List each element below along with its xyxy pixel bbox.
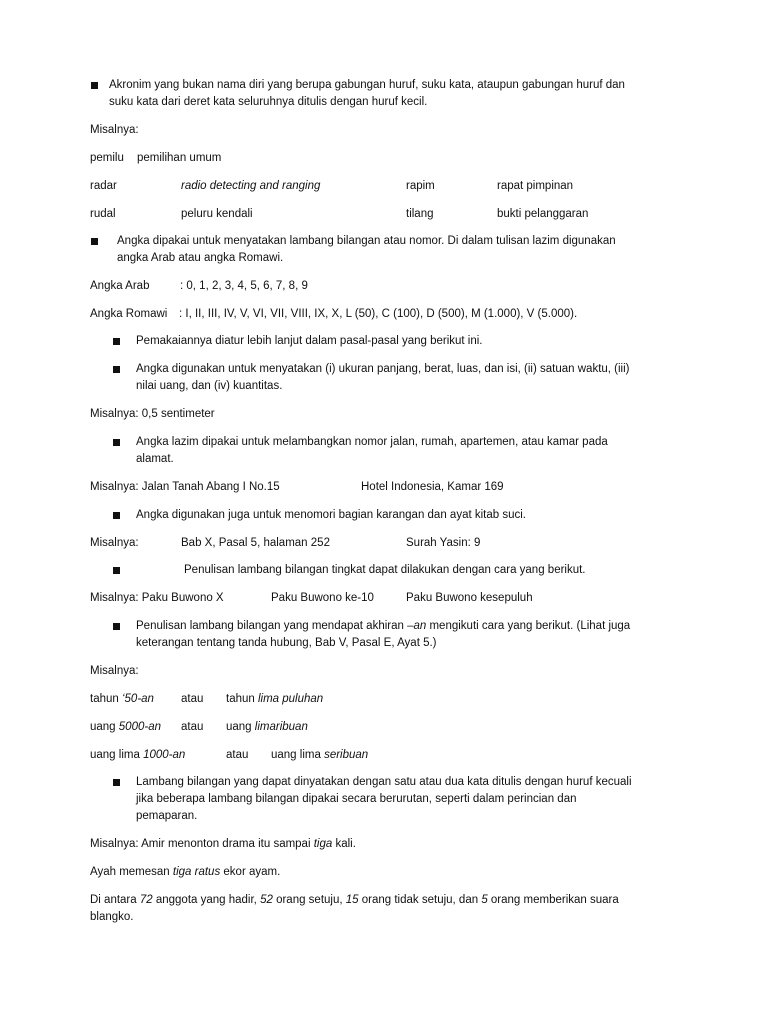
acronym-definition: radio detecting and ranging [181,180,321,192]
bullet-text: pemaparan. [136,810,198,822]
example-line: Misalnya: Paku Buwono X [90,592,224,604]
acronym-definition: peluru kendali [181,208,253,220]
value: : 0, 1, 2, 3, 4, 5, 6, 7, 8, 9 [180,280,308,292]
acronym-term: rapim [406,180,435,192]
bullet-square-icon [91,238,98,245]
example-line: Misalnya: Jalan Tanah Abang I No.15 [90,481,280,493]
example-line: Surah Yasin: 9 [406,537,481,549]
example-line: tahun ‘50-an [90,693,154,705]
example-line: uang lima 1000-an [90,749,186,761]
example-line: uang lima seribuan [271,749,369,761]
example-line: Di antara 72 anggota yang hadir, 52 orang setuju, 15 orang tidak setuju, dan 5 orang memberikan suara [90,894,619,906]
example-line: Bab X, Pasal 5, halaman 252 [181,537,330,549]
bullet-square-icon [113,623,120,630]
example-line: tahun lima puluhan [226,693,324,705]
paragraph-line: suku kata dari deret kata seluruhnya ditulis dengan huruf kecil. [109,96,428,108]
bullet-square-icon [91,82,98,89]
example-line: Hotel Indonesia, Kamar 169 [361,481,504,493]
example-line: Misalnya: Amir menonton drama itu sampai tiga kali. [90,838,356,850]
paragraph-line: angka Arab atau angka Romawi. [117,252,284,264]
bullet-text: jika beberapa lambang bilangan dipakai secara berurutan, seperti dalam perincian dan [136,793,577,805]
example-label: Misalnya: [90,124,139,136]
example-line: uang 5000-an [90,721,161,733]
acronym-term: rudal [90,208,116,220]
bullet-square-icon [113,512,120,519]
example-line: blangko. [90,911,134,923]
acronym-definition: rapat pimpinan [497,180,574,192]
example-line: Misalnya: 0,5 sentimeter [90,408,215,420]
bullet-square-icon [113,338,120,345]
bullet-text: Angka digunakan untuk menyatakan (i) ukuran panjang, berat, luas, dan isi, (ii) satuan waktu, (iii) [136,363,630,375]
bullet-text: nilai uang, dan (iv) kuantitas. [136,380,283,392]
bullet-text: Penulisan lambang bilangan yang mendapat akhiran –an mengikuti cara yang berikut. (Lihat juga [136,620,631,632]
acronym-definition: bukti pelanggaran [497,208,589,220]
example-line: Paku Buwono ke-10 [271,592,374,604]
example-line: Paku Buwono kesepuluh [406,592,533,604]
bullet-square-icon [113,779,120,786]
label: Angka Arab [90,280,150,292]
acronym-term: radar [90,180,117,192]
acronym-term: tilang [406,208,434,220]
label: Angka Romawi [90,308,168,320]
bullet-text: keterangan tentang tanda hubung, Bab V, Pasal E, Ayat 5.) [136,637,437,649]
paragraph-line: Akronim yang bukan nama diri yang berupa gabungan huruf, suku kata, ataupun gabungan huruf dan [109,79,625,91]
example-line: atau [181,721,204,733]
bullet-square-icon [113,366,120,373]
acronym-definition: pemilihan umum [137,152,222,164]
paragraph-line: Angka dipakai untuk menyatakan lambang bilangan atau nomor. Di dalam tulisan lazim digunakan [117,235,616,247]
bullet-text: Pemakaiannya diatur lebih lanjut dalam pasal-pasal yang berikut ini. [136,335,483,347]
bullet-square-icon [113,439,120,446]
example-line: atau [226,749,249,761]
bullet-square-icon [113,567,120,574]
example-label: Misalnya: [90,537,139,549]
bullet-text: Lambang bilangan yang dapat dinyatakan dengan satu atau dua kata ditulis dengan huruf kecuali [136,776,632,788]
acronym-term: pemilu [90,152,124,164]
bullet-text: Penulisan lambang bilangan tingkat dapat dilakukan dengan cara yang berikut. [184,564,586,576]
bullet-text: Angka lazim dipakai untuk melambangkan nomor jalan, rumah, apartemen, atau kamar pada [136,436,608,448]
example-label: Misalnya: [90,665,139,677]
example-line: uang limaribuan [226,721,308,733]
bullet-text: alamat. [136,453,174,465]
example-line: atau [181,693,204,705]
bullet-text: Angka digunakan juga untuk menomori bagian karangan dan ayat kitab suci. [136,509,526,521]
value: : I, II, III, IV, V, VI, VII, VIII, IX, X, L (50), C (100), D (500), M (1.000), V (5.000). [179,308,578,320]
example-line: Ayah memesan tiga ratus ekor ayam. [90,866,281,878]
